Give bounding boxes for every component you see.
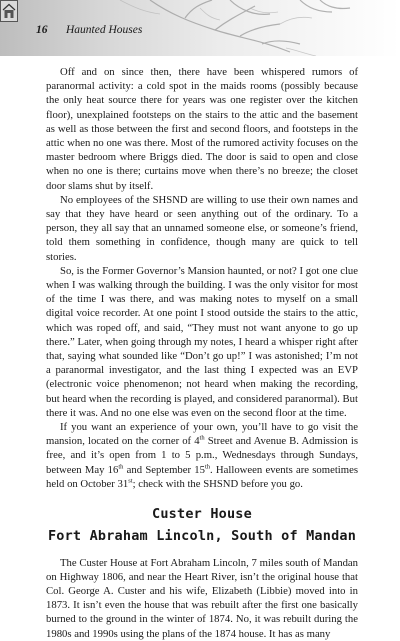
page-body: [46, 65, 358, 641]
text-segment: . Halloween events are sometimes held on October 31: [46, 463, 358, 490]
section-heading: Custer House: [152, 506, 252, 523]
text-segment: Street and Avenue B. Admission is free, and it’s open from 1 to 5 p.m., Wednesdays through Sundays, between May 16: [46, 435, 358, 476]
ordinal-suffix: th: [118, 463, 124, 471]
text-segment: If you want an experience of your own, you’ll have to go visit the mansion, located on the corner of 4: [46, 421, 358, 448]
paragraph: Off and on since then, there have been whispered rumors of paranormal activity: a cold spot in the maids rooms (possibly because the only heat source there for years was one register over the kitchen floor), unexplained footsteps on the stairs to the attic and the basement as well as those between the first and second floors, and footsteps in the attic when no one was there. Most of the rumored activity focuses on the master bedroom where Briggs died. The door is said to open and close when no one is there; curtains move when there’s no breeze; the closet door slams shut by itself.: [46, 66, 358, 192]
house-icon: [0, 0, 18, 22]
book-title: Haunted Houses: [66, 24, 143, 36]
text-segment: ; check with the SHSND before you go.: [132, 477, 303, 490]
running-header: [0, 0, 400, 56]
text-segment: and September 15: [123, 463, 205, 476]
paragraph: The Custer House at Fort Abraham Lincoln, 7 miles south of Mandan on Highway 1806, and near the Heart River, isn’t the original house that Col. George A. Custer and his wife, Elizabeth (Libbie) moved into in 1873. It isn’t even the house that was rebuilt after the first one basically burned to the ground in the winter of 1874. No, it was rebuilt during the 1980s and 1990s using the plans of the 1874 house. It has as many: [46, 556, 358, 640]
tree-branches-decoration: [0, 0, 400, 56]
ordinal-suffix: th: [204, 463, 211, 471]
paragraph: So, is the Former Governor’s Mansion haunted, or not? I got one clue when I was walking through the building. I was the only visitor for most of the time I was there, and was making notes to myself on a small digital voice recorder. At one point I stood outside the stairs to the attic, which was roped off, and said, “They must not want anyone to go up there.” Later, when going through my notes, I heard a whisper right after that, saying what sounded like “Don’t go up!” I was astonished; I’m not a paranormal investigator, and the last thing I expected was an EVP (electronic voice phenomenon; not heard when making the recording, but heard when the recording is played, and considered paranormal). But there it was. And no one else was even on the second floor at the time.: [46, 264, 358, 419]
section-subheading: Fort Abraham Lincoln, South of Mandan: [47, 528, 357, 545]
ordinal-suffix: th: [199, 434, 205, 442]
paragraph: [46, 420, 358, 491]
page-number: 16: [36, 24, 48, 36]
paragraph: No employees of the SHSND are willing to use their own names and say that they have heard or seen anything out of the ordinary. To a person, they all say that an unnamed someone else, or someone’s friend, told them something in confidence, though many are quick to tell stories.: [46, 193, 358, 263]
ordinal-suffix: st: [128, 477, 133, 485]
